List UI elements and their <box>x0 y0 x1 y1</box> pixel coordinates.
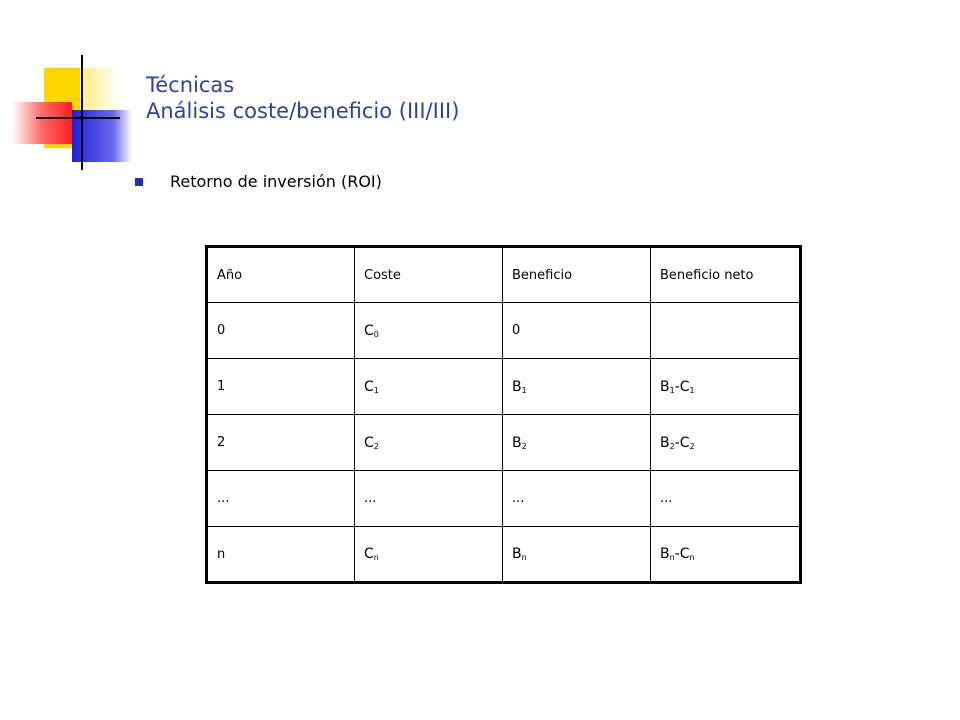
cell-net-benefit: $B_n-C_n$ <box>651 527 801 583</box>
cell-net-benefit <box>651 303 801 359</box>
title-line-2: Análisis coste/beneficio (III/III) <box>146 99 460 123</box>
header-year: Año <box>207 247 355 303</box>
cell-net-benefit: $B_1-C_1$ <box>651 359 801 415</box>
cell-cost: $C_n$ <box>355 527 503 583</box>
slide-title <box>146 72 459 124</box>
title-line-1: Técnicas <box>146 73 235 97</box>
table-row <box>207 415 801 471</box>
cell-benefit: $B_n$ <box>503 527 651 583</box>
cell-cost: ... <box>355 471 503 527</box>
header-net-benefit: Beneficio neto <box>651 247 801 303</box>
cell-cost: $C_2$ <box>355 415 503 471</box>
cell-year: ... <box>207 471 355 527</box>
table-row <box>207 303 801 359</box>
roi-table <box>205 245 802 584</box>
cell-benefit: 0 <box>503 303 651 359</box>
header-cost: Coste <box>355 247 503 303</box>
square-bullet-icon <box>135 178 143 186</box>
table-row <box>207 471 801 527</box>
table-header-row <box>207 247 801 303</box>
bullet-item <box>135 170 382 192</box>
cell-year: 1 <box>207 359 355 415</box>
cell-net-benefit: ... <box>651 471 801 527</box>
cell-benefit: $B_2$ <box>503 415 651 471</box>
cell-benefit: ... <box>503 471 651 527</box>
cell-year: n <box>207 527 355 583</box>
table-row <box>207 527 801 583</box>
cell-cost: $C_1$ <box>355 359 503 415</box>
cell-net-benefit: $B_2-C_2$ <box>651 415 801 471</box>
cell-cost: $C_0$ <box>355 303 503 359</box>
cell-year: 0 <box>207 303 355 359</box>
cell-benefit: $B_1$ <box>503 359 651 415</box>
header-benefit: Beneficio <box>503 247 651 303</box>
decorative-squares-icon <box>0 0 140 175</box>
cell-year: 2 <box>207 415 355 471</box>
bullet-text: Retorno de inversión (ROI) <box>170 171 382 191</box>
table-row <box>207 359 801 415</box>
